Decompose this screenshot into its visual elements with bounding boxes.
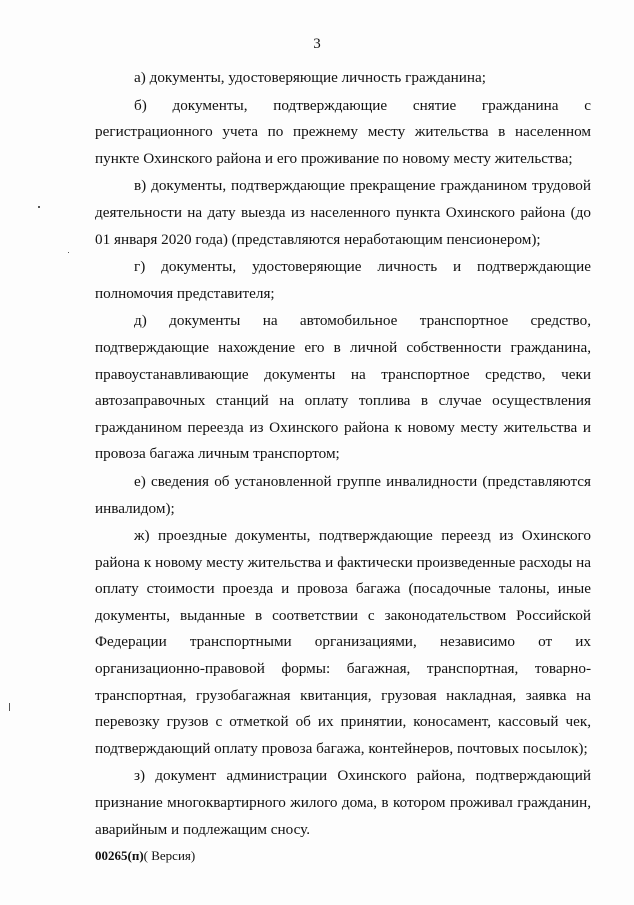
paragraph-g: г) документы, удостоверяющие личность и подтверждающие полномочия представителя; xyxy=(95,258,591,302)
paragraph-v: в) документы, подтверждающие прекращение гражданином трудовой деятельности на дату выезда из населенного пункта Охинского района (до 01 января 2020 года) (представляются неработающим пенсионером); xyxy=(95,177,591,248)
scan-speck xyxy=(9,703,10,711)
scan-speck xyxy=(68,252,69,253)
paragraph-d: д) документы на автомобильное транспортное средство, подтверждающие нахождение его в личной собственности гражданина, правоустанавливающие документы на транспортное средство, чеки автозаправочных станций на оплату топлива в случае осуществления гражданином переезда из Охинского района к новому месту жительства и провоза багажа личным транспортом; xyxy=(95,312,591,463)
document-version: ( Версия) xyxy=(143,848,196,863)
paragraph-zh: ж) проездные документы, подтверждающие переезд из Охинского района к новому месту жительства и фактически произведенные расходы на оплату стоимости проезда и провоза багажа (посадочные талоны, иные документы, выданные в соответствии с законодательством Российской Федерации транспортными организациями, независимо от их организационно-правовой формы: багажная, транспортная, товарно-транспортная, грузобагажная квитанция, грузовая накладная, заявка на перевозку грузов с отметкой об их принятии, коносамент, кассовый чек, подтверждающий оплату провоза багажа, контейнеров, почтовых посылок); xyxy=(95,527,591,757)
document-body xyxy=(95,65,591,843)
paragraph-e: е) сведения об установленной группе инвалидности (представляются инвалидом); xyxy=(95,472,591,517)
scan-speck xyxy=(38,206,40,208)
paragraph-a: а) документы, удостоверяющие личность гражданина; xyxy=(134,69,487,86)
document-footer xyxy=(95,848,195,864)
paragraph-b: б) документы, подтверждающие снятие гражданина с регистрационного учета по прежнему месту жительства в населенном пункте Охинского района и его проживание по новому месту жительства; xyxy=(95,96,591,167)
paragraph-z: з) документ администрации Охинского района, подтверждающий признание многоквартирного жилого дома, в котором проживал гражданин, аварийным и подлежащим сносу. xyxy=(95,767,591,838)
page-number: 3 xyxy=(313,36,321,52)
document-code: 00265(п) xyxy=(95,848,144,863)
